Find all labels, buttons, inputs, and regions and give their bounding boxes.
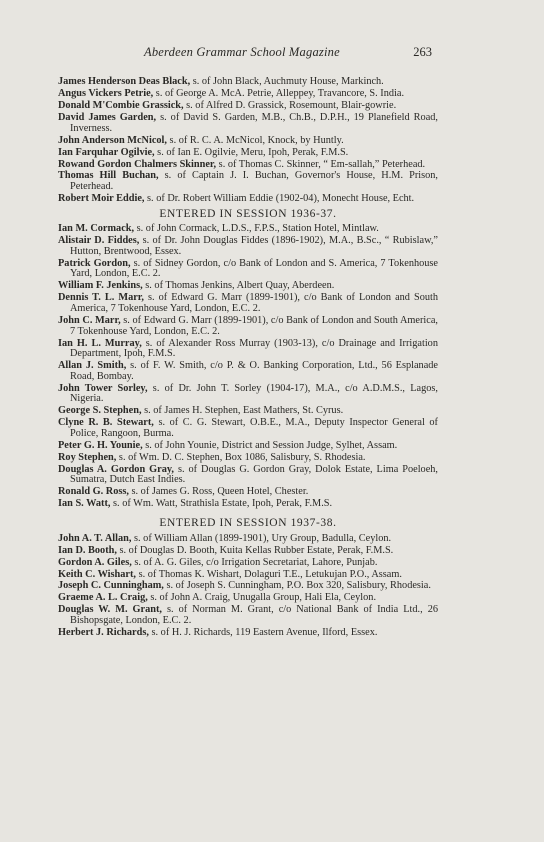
register-entry — [58, 113, 438, 134]
entry-detail: s. of John A. Craig, Unugalla Group, Hali Ela, Ceylon. — [147, 592, 377, 604]
register-entry — [58, 171, 438, 192]
entry-name: Joseph C. Cunningham, — [58, 580, 164, 592]
entry-detail: s. of Ian E. Ogilvie, Meru, Ipoh, Perak, F.M.S. — [154, 146, 349, 158]
register-entry — [58, 101, 438, 112]
register-entry — [58, 339, 438, 360]
entry-detail: s. of Wm. Watt, Strathisla Estate, Ipoh, Perak, F.M.S. — [110, 498, 333, 510]
entry-name: Ian M. Cormack, — [58, 223, 135, 235]
register-entry — [58, 148, 438, 159]
entry-detail: s. of David S. Garden, M.B., Ch.B., D.P.H., 19 Planefield Road, Inverness. — [70, 111, 438, 134]
entry-detail: s. of John Black, Auchmuty House, Markinch. — [190, 76, 384, 87]
entry-name: Ian H. L. Murray, — [58, 337, 142, 349]
entry-detail: s. of Douglas D. Booth, Kuita Kellas Rubber Estate, Perak, F.M.S. — [116, 544, 394, 556]
entry-name: John C. Marr, — [58, 314, 121, 326]
register-entry — [58, 593, 438, 604]
entry-detail: s. of R. C. A. McNicol, Knock, by Huntly. — [166, 134, 344, 146]
register-entry — [58, 160, 438, 171]
entry-name: Ian S. Watt, — [58, 498, 111, 510]
entry-name: Keith C. Wishart, — [58, 568, 136, 580]
register-entry — [58, 605, 438, 626]
entry-name: Ian Farquhar Ogilvie, — [58, 146, 155, 158]
register-entry — [58, 194, 438, 205]
register-entry — [58, 281, 438, 292]
register-entry — [58, 384, 438, 405]
entry-detail: s. of William Allan (1899-1901), Ury Group, Badulla, Ceylon. — [131, 532, 392, 544]
entry-detail: s. of Alfred D. Grassick, Rosemount, Blair-gowrie. — [183, 99, 397, 111]
register-entry — [58, 546, 438, 557]
entry-name: Rowand Gordon Chalmers Skinner, — [58, 158, 217, 170]
entry-detail: s. of Joseph S. Cunningham, P.O. Box 320, Salisbury, Rhodesia. — [163, 580, 431, 592]
entry-name: Donald M'Combie Grassick, — [58, 99, 184, 111]
register-entry — [58, 453, 438, 464]
entry-name: Gordon A. Giles, — [58, 556, 132, 568]
entry-detail: s. of Alexander Ross Murray (1903-13), c/o Drainage and Irrigation Department, Ipoh, F.M.S. — [70, 337, 438, 360]
entry-detail: s. of George A. McA. Petrie, Alleppey, Travancore, S. India. — [153, 87, 405, 99]
entry-detail: s. of Dr. John Douglas Fiddes (1896-1902), M.A., B.Sc., “ Rubislaw,” Hutton, Brentwood, Essex. — [70, 235, 438, 257]
register-entry — [58, 406, 438, 417]
entry-name: Douglas W. M. Grant, — [58, 604, 162, 616]
entry-detail: s. of James H. Stephen, East Mathers, St. Cyrus. — [141, 405, 344, 417]
entry-name: David James Garden, — [58, 111, 157, 123]
entry-detail: s. of Thomas C. Skinner, “ Em-sallah,” Peterhead. — [216, 158, 426, 170]
entry-detail: s. of Edward G. Marr (1899-1901), c/o Bank of London and South America, 7 Tokenhouse Yard, London, E.C. 2. — [70, 314, 438, 337]
entry-name: Ian D. Booth, — [58, 544, 117, 556]
register-entry — [58, 487, 438, 498]
register-entry — [58, 499, 438, 510]
entry-name: Graeme A. L. Craig, — [58, 592, 148, 604]
entry-name: Alistair D. Fiddes, — [58, 235, 140, 247]
entry-name: Herbert J. Richards, — [58, 627, 149, 639]
page-content — [58, 77, 438, 640]
entry-name: Allan J. Smith, — [58, 360, 127, 372]
register-entry — [58, 259, 438, 280]
entry-detail: s. of A. G. Giles, c/o Irrigation Secretariat, Lahore, Punjab. — [131, 556, 378, 568]
page-number: 263 — [413, 45, 432, 59]
entry-name: Dennis T. L. Marr, — [58, 292, 144, 304]
entry-detail: s. of Wm. D. C. Stephen, Box 1086, Salisbury, S. Rhodesia. — [116, 451, 366, 463]
register-entry — [58, 628, 438, 639]
entry-name: William F. Jenkins, — [58, 280, 143, 292]
register-entry — [58, 293, 438, 314]
entry-name: Angus Vickers Petrie, — [58, 87, 154, 99]
entry-name: Thomas Hill Buchan, — [58, 170, 159, 182]
register-entry — [58, 136, 438, 147]
entry-name: Ronald G. Ross, — [58, 486, 129, 498]
entry-detail: s. of Douglas G. Gordon Gray, Dolok Estate, Lima Poeloeh, Sumatra, Dutch East Indies. — [70, 463, 438, 486]
entry-detail: s. of James G. Ross, Queen Hotel, Chester. — [128, 486, 309, 498]
entry-detail: s. of Dr. John T. Sorley (1904-17), M.A., c/o A.D.M.S., Lagos, Nigeria. — [70, 382, 438, 405]
entry-detail: s. of Edward G. Marr (1899-1901), c/o Bank of London and South America, 7 Tokenhouse Yard, London, E.C. 2. — [70, 292, 439, 314]
register-entry — [58, 77, 438, 88]
entry-detail: s. of Dr. Robert William Eddie (1902-04), Monecht House, Echt. — [144, 193, 415, 205]
page-header — [0, 45, 544, 65]
entry-name: John Tower Sorley, — [58, 382, 148, 394]
register-entry — [58, 361, 438, 382]
entry-name: John A. T. Allan, — [58, 532, 132, 544]
entry-detail: s. of C. G. Stewart, O.B.E., M.A., Deputy Inspector General of Police, Rangoon, Burma. — [70, 417, 438, 439]
register-entry — [58, 534, 438, 545]
register-entry — [58, 570, 438, 581]
register-entry — [58, 581, 438, 592]
entry-name: Patrick Gordon, — [58, 257, 131, 269]
entry-detail: s. of H. J. Richards, 119 Eastern Avenue, Ilford, Essex. — [148, 627, 378, 639]
entry-detail: s. of John Younie, District and Session Judge, Sylhet, Assam. — [142, 439, 398, 451]
register-entry — [58, 465, 438, 486]
register-entry — [58, 236, 438, 257]
register-entry — [58, 316, 438, 337]
entry-detail: s. of Norman M. Grant, c/o National Bank of India Ltd., 26 Bishopsgate, London, E.C. 2. — [70, 604, 438, 627]
section-heading: ENTERED IN SESSION 1937-38. — [159, 516, 337, 529]
entry-detail: s. of F. W. Smith, c/o P. & O. Banking Corporation, Ltd., 56 Esplanade Road, Bombay. — [70, 360, 438, 382]
entry-name: Clyne R. B. Stewart, — [58, 417, 154, 429]
entry-name: Robert Moir Eddie, — [58, 193, 145, 205]
entry-detail: s. of Thomas Jenkins, Albert Quay, Aberdeen. — [142, 280, 335, 292]
entry-detail: s. of Thomas K. Wishart, Dolaguri T.E., Letukujan P.O., Assam. — [136, 568, 402, 580]
register-entry — [58, 418, 438, 439]
entry-name: George S. Stephen, — [58, 405, 142, 417]
entry-detail: s. of John Cormack, L.D.S., F.P.S., Station Hotel, Mintlaw. — [134, 223, 379, 235]
section-heading: ENTERED IN SESSION 1936-37. — [159, 207, 337, 220]
entry-name: James Henderson Deas Black, — [58, 76, 191, 87]
running-title: Aberdeen Grammar School Magazine — [144, 45, 340, 59]
entry-name: Roy Stephen, — [58, 451, 117, 463]
register-entry — [58, 441, 438, 452]
register-entry — [58, 89, 438, 100]
entry-name: Peter G. H. Younie, — [58, 439, 143, 451]
entry-name: Douglas A. Gordon Gray, — [58, 463, 175, 475]
register-entry — [58, 558, 438, 569]
entry-detail: s. of Captain J. I. Buchan, Governor's House, H.M. Prison, Peterhead. — [70, 170, 438, 193]
entry-detail: s. of Sidney Gordon, c/o Bank of London and S. America, 7 Tokenhouse Yard, London, E.C. 2. — [70, 257, 439, 280]
entry-name: John Anderson McNicol, — [58, 134, 167, 146]
register-entry — [58, 224, 438, 235]
